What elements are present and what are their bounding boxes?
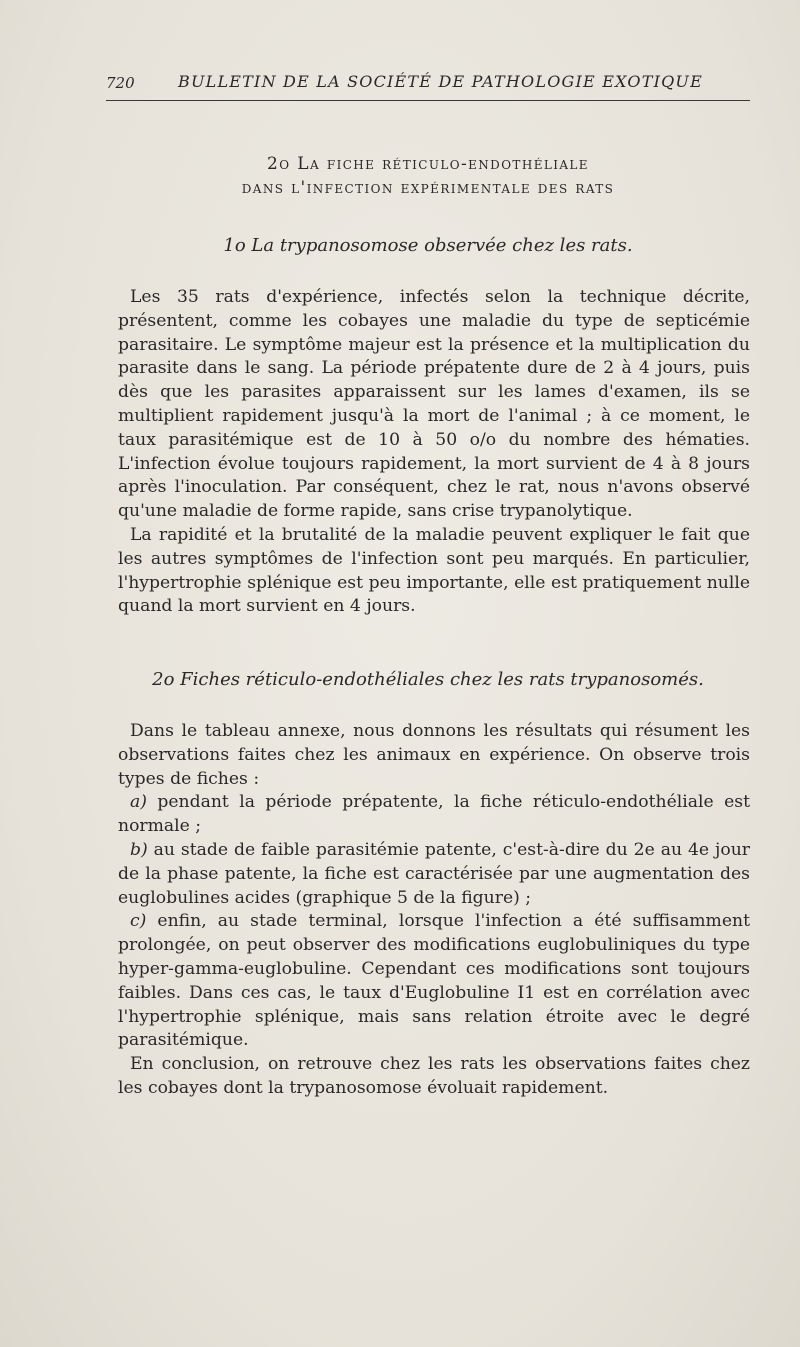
list-item-text: au stade de faible parasitémie patente, c'est-à-dire du 2e au 4e jour de la phase patente, la fiche est caractérisée par une augmentation des euglobulines acides (graphique 5 de la figure) ; <box>118 839 750 908</box>
list-item <box>118 791 750 839</box>
list-marker: b) <box>130 839 148 860</box>
subsection-1-heading: 1o La trypanosomose observée chez les rats. <box>223 235 633 256</box>
subsection-1-body <box>118 286 750 619</box>
paragraph: La rapidité et la brutalité de la maladie peuvent expliquer le fait que les autres symptômes de l'infection sont peu marqués. En particulier, l'hypertrophie splénique est peu importante, elle est pratiquement nulle quand la mort survient en 4 jours. <box>118 524 750 617</box>
subsection-2-body <box>118 720 750 1101</box>
paragraph: Dans le tableau annexe, nous donnons les résultats qui résument les observations faites chez les animaux en expérience. On observe trois types de fiches : <box>118 721 750 789</box>
paragraph: En conclusion, on retrouve chez les rats les observations faites chez les cobayes dont la trypanosomose évoluait rapidement. <box>118 1054 750 1098</box>
list-item <box>118 910 750 1053</box>
section-title-line-2: dans l'infection expérimentale des rats <box>241 178 615 198</box>
section-title-line-1: 2o La fiche réticulo-endothéliale <box>267 154 589 174</box>
list-item-text: pendant la période prépatente, la fiche réticulo-endothéliale est normale ; <box>118 792 750 837</box>
page-header <box>106 70 750 101</box>
paragraph: Les 35 rats d'expérience, infectés selon la technique décrite, présentent, comme les cobayes une maladie du type de septicémie parasitaire. Le symptôme majeur est la présence et la multiplication du parasite dans le sang. La période prépatente dure de 2 à 4 jours, puis dès que les parasites apparaissent sur les lames d'examen, ils se multiplient rapidement jusqu'à la mort de l'animal ; à ce moment, le taux parasitémique est de 10 à 50 o/o du nombre des hématies. L'infection évolue toujours rapidement, la mort survient de 4 à 8 jours après l'inoculation. Par conséquent, chez le rat, nous n'avons observé qu'une maladie de forme rapide, sans crise trypanolytique. <box>118 287 750 522</box>
list-marker: c) <box>130 911 147 932</box>
page-number: 720 <box>106 74 135 92</box>
list-item-text: enfin, au stade terminal, lorsque l'infection a été suffisamment prolongée, on peut observer des modifications euglobuliniques du type hyper-gamma-euglobuline. Cependant ces modifications sont toujours faibles. Dans ces cas, le taux d'Euglobuline I1 est en corrélation avec l'hypertrophie splénique, mais sans relation étroite avec le degré parasitémique. <box>118 911 750 1051</box>
list-item <box>118 839 750 910</box>
list-marker: a) <box>130 792 147 813</box>
subsection-2-heading: 2o Fiches réticulo-endothéliales chez les rats trypanosomés. <box>152 669 704 690</box>
running-title: BULLETIN DE LA SOCIÉTÉ DE PATHOLOGIE EXOTIQUE <box>178 72 703 91</box>
